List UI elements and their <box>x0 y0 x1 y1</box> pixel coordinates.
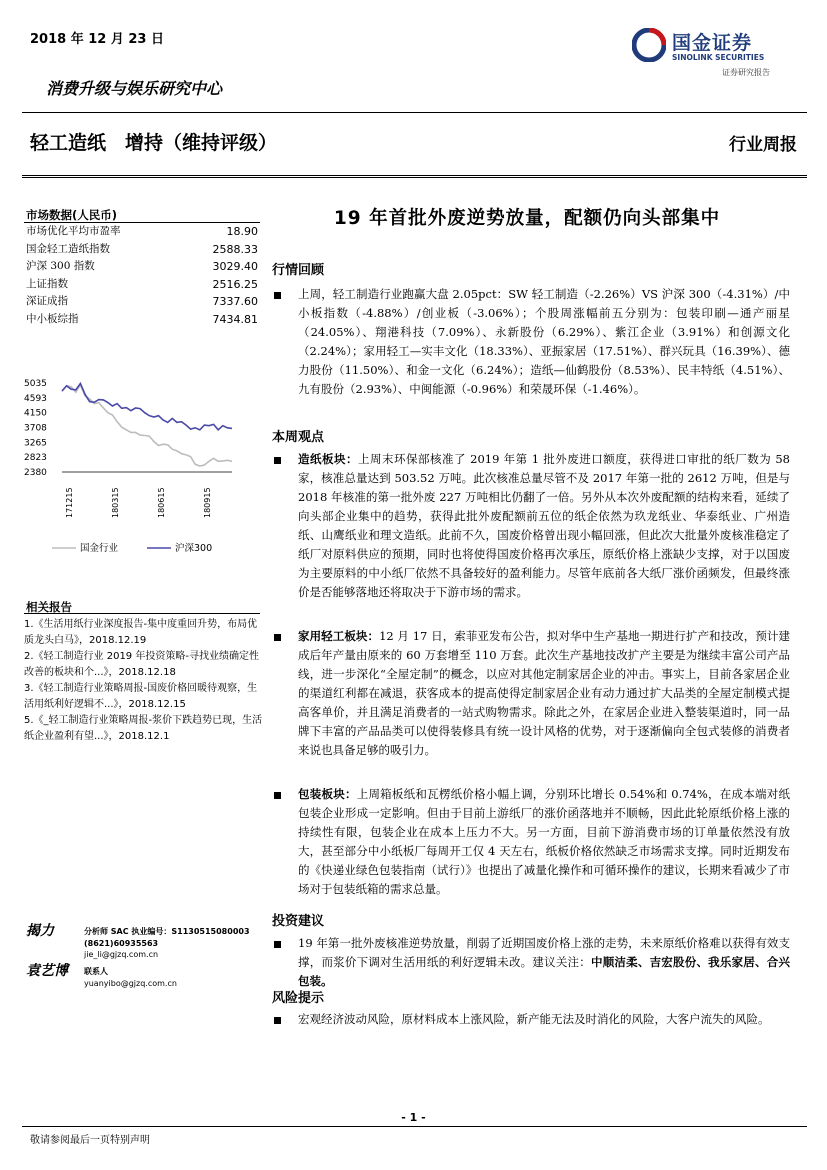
market-value: 7337.60 <box>212 295 258 308</box>
chart-legend-label: 沪深300 <box>175 543 213 554</box>
market-label: 市场优化平均市盈率 <box>26 225 121 237</box>
market-row <box>26 241 258 259</box>
related-report-date: 2018.12.18 <box>118 667 176 678</box>
market-value: 3029.40 <box>212 260 258 273</box>
paragraph-paper <box>298 450 790 602</box>
related-report-date: 2018.12.15 <box>128 699 186 710</box>
paragraph-paper-body: 上周末环保部核准了 2019 年第 1 批外废进口额度，获得进口审批的纸厂数为 58 家，核准总量达到 503.52 万吨。此次核准总量尽管不及 2017 年第一批的 2612 万吨，但是与 2018 年核准的第一批外废 227 万吨相比仍翻了一倍。另外从本次外废配额的结构来看，延续了向头部企业集中的趋势，获得此批外废配额前五位的纸企依然为玖龙纸业、华泰纸业、广州造纸、山鹰纸业和理文造纸。此前不久，国废价格曾出现小幅回涨，但此次大批量外废核准稳定了纸厂对原料供应的预期，同时也将使得国废价格再次承压，原纸价格上涨缺少支撑，对于以国废为主要原料的中小纸厂依然不具备较好的盈利能力。尽管年底前各大纸厂涨价函频发，但最终涨价是否能够落地还将取决于下游市场的需求。 <box>298 452 790 599</box>
related-report-item[interactable] <box>24 649 264 681</box>
header-double-rule <box>22 175 807 179</box>
market-label: 上证指数 <box>26 277 68 290</box>
section-title-market-review: 行情回顾 <box>272 263 325 278</box>
market-label: 深证成指 <box>26 295 68 307</box>
paragraph-packaging-head: 包装板块： <box>298 787 357 801</box>
section-title-investment: 投资建议 <box>272 914 325 929</box>
bullet-icon <box>274 292 281 299</box>
logo-mark-icon <box>632 28 666 62</box>
related-report-text: 2.《轻工制造行业 2019 年投资策略-寻找业绩确定性改善的板块和个...》， <box>24 651 259 678</box>
bullet-icon <box>274 792 281 799</box>
chart-x-tick-label: 180315 <box>111 487 120 518</box>
related-report-item[interactable] <box>24 713 264 745</box>
market-label: 国金轻工造纸指数 <box>26 242 110 255</box>
chart-y-tick-label: 2380 <box>24 468 47 478</box>
paragraph-paper-head: 造纸板块： <box>298 452 358 466</box>
analyst-role: 联系人 <box>84 967 108 976</box>
paragraph-household <box>298 627 790 760</box>
market-value: 7434.81 <box>212 312 258 326</box>
logo-en-text: SINOLINK SECURITIES <box>672 53 765 62</box>
sinolink-logo <box>632 24 802 82</box>
chart-y-tick-label: 4593 <box>24 393 47 404</box>
analyst-email[interactable]: jie_li@gjzq.com.cn <box>84 950 159 959</box>
related-report-date: 2018.12.19 <box>89 635 147 646</box>
chart-series-line <box>62 384 232 430</box>
chart-y-tick-label: 4150 <box>24 408 47 419</box>
related-report-item[interactable] <box>24 617 264 649</box>
industry-rating: 轻工造纸 增持（维持评级） <box>30 132 278 154</box>
market-label: 沪深 300 指数 <box>26 260 95 272</box>
paragraph-packaging-body: 上周箱板纸和瓦楞纸价格小幅上调，分别环比增长 0.54%和 0.74%，在成本端对纸包装企业形成一定影响。但由于目前上游纸厂的涨价函落地并不顺畅，因此此轮原纸价格上涨的持续性有限，包装企业在成本上压力不大。另一方面，目前下游消费市场的订单量依然没有放大，甚至部分中小纸板厂每周开工仅 4 天左右，纸板价格依然缺乏市场需求支撑。同时近期发布的《快递业绿色包装指南（试行）》也提出了减量化操作和可循环操作的建议，长期来看减少了市场对于包装纸箱的需求总量。 <box>298 787 791 896</box>
market-row <box>26 311 258 329</box>
related-report-item[interactable] <box>24 681 264 713</box>
paragraph-investment-body: 19 年第一批外废核准逆势放量，削弱了近期国废价格上涨的走势，未来原纸价格难以获得有效支撑，而浆价下调对生活用纸的利好逻辑未改。建议关注： <box>298 936 790 969</box>
analyst-name: 袁艺博 <box>26 963 68 979</box>
chart-y-tick-label: 3708 <box>24 423 47 434</box>
market-value: 2516.25 <box>212 277 258 291</box>
related-reports-divider <box>24 613 260 614</box>
analyst-info <box>84 966 284 989</box>
market-data-title: 市场数据(人民币) <box>26 208 118 222</box>
logo-cn-text: 国金证券 <box>672 32 753 54</box>
paragraph-household-head: 家用轻工板块： <box>298 629 380 643</box>
market-value: 2588.33 <box>212 242 258 256</box>
chart-y-tick-label: 2823 <box>24 453 47 464</box>
related-report-text: 3.《轻工制造行业策略周报-国废价格回暖待观察，生活用纸利好逻辑不...》， <box>24 683 258 710</box>
related-reports-title: 相关报告 <box>26 600 72 614</box>
chart-x-tick-label: 180915 <box>203 487 212 518</box>
chart-y-tick-label: 3265 <box>24 438 47 449</box>
related-report-text: 5.《_轻工制造行业策略周报-浆价下跌趋势已现，生活纸企业盈利有望...》， <box>24 715 263 742</box>
logo-subtitle: 证券研究报告 <box>722 68 770 77</box>
analyst-sac: 分析师 SAC 执业编号：S1130515080003 <box>84 927 250 936</box>
paragraph-investment <box>298 934 790 991</box>
analyst-phone: (8621)60935563 <box>84 938 159 948</box>
analyst-info <box>84 926 284 961</box>
chart-x-tick-label: 180615 <box>157 487 166 518</box>
report-date: 2018 年 12 月 23 日 <box>30 32 164 47</box>
bullet-icon <box>274 1017 281 1024</box>
page-number: - 1 - <box>401 1111 426 1124</box>
header-divider <box>22 112 807 113</box>
related-report-date: 2018.12.1 <box>118 731 170 742</box>
market-row <box>26 223 258 241</box>
paragraph-household-body: 12 月 17 日，索菲亚发布公告，拟对华中生产基地一期进行扩产和技改，预计建成后年产量由原来的 60 万套增至 110 万套。此次生产基地技改扩产主要是为继续丰富公司产品线，进一步深化“全屋定制”的概念，以应对其他定制家居企业的冲击。事实上，目前各家居企业的渠道红利都在减退，获客成本的提高使得定制家居企业有动力通过扩大品类的全屋定制模式提高客单价，并且满足消费者的一站式购物需求。除此之外，在家居企业进入整装渠道时，同一品牌下丰富的产品品类可以使得装修具有统一设计风格的优势，对于逐渐偏向全包式装修的消费者来说也具备足够的吸引力。 <box>298 629 790 757</box>
analyst-card <box>26 923 266 966</box>
paragraph-packaging <box>298 785 790 899</box>
related-report-text: 1.《生活用纸行业深度报告-集中度重回升势，布局优质龙头白马》， <box>24 619 258 646</box>
analyst-name: 揭力 <box>26 923 54 939</box>
report-title: 19 年首批外废逆势放量，配额仍向头部集中 <box>333 208 721 229</box>
paragraph-market-review: 上周，轻工制造行业跑赢大盘 2.05pct：SW 轻工制造（-2.26%）VS 沪深 300（-4.31%）/中小板指数（-4.88%）/创业板（-3.06%）；个股周涨幅前五分别为：包装印刷—通产丽星（24.05%）、翔港科技（7.09%）、永新股份（6.29%）、紫江企业（3.91%）和创源文化（2.24%）；家用轻工—实丰文化（18.33%）、亚振家居（17.51%）、群兴玩具（16.39%）、德力股份（11.50%）、和金一文化（6.24%）；造纸—仙鹤股份（8.53%）、民丰特纸（4.51%）、九有股份（2.93%）、中闽能源（-0.96%）和荣晟环保（-1.46%）。 <box>298 287 790 396</box>
market-row <box>26 258 258 276</box>
section-title-risk: 风险提示 <box>272 991 325 1006</box>
bullet-icon <box>274 941 281 948</box>
market-value: 18.90 <box>226 225 258 238</box>
market-label: 中小板综指 <box>26 312 79 325</box>
related-reports-list <box>24 617 264 745</box>
index-line-chart <box>22 368 262 573</box>
paragraph-risk: 宏观经济波动风险，原材料成本上涨风险，新产能无法及时消化的风险，大客户流失的风险。 <box>298 1012 770 1026</box>
chart-x-tick-label: 171215 <box>65 487 74 518</box>
footer-divider <box>22 1126 807 1127</box>
market-row <box>26 293 258 311</box>
market-row <box>26 276 258 294</box>
bullet-icon <box>274 457 281 464</box>
research-center: 消费升级与娱乐研究中心 <box>46 79 223 98</box>
section-title-weekly-view: 本周观点 <box>272 430 325 445</box>
report-type: 行业周报 <box>729 135 797 155</box>
market-data-table <box>26 223 258 328</box>
analyst-card <box>26 963 266 996</box>
chart-legend-label: 国金行业 <box>80 543 119 554</box>
chart-y-tick-label: 5035 <box>24 379 47 389</box>
bullet-icon <box>274 634 281 641</box>
footer-disclaimer: 敬请参阅最后一页特别声明 <box>30 1135 150 1146</box>
paragraph-investment-picks: 中顺洁柔、吉宏股份、我乐家居、合兴包装。 <box>298 955 790 988</box>
analyst-email[interactable]: yuanyibo@gjzq.com.cn <box>84 978 177 988</box>
